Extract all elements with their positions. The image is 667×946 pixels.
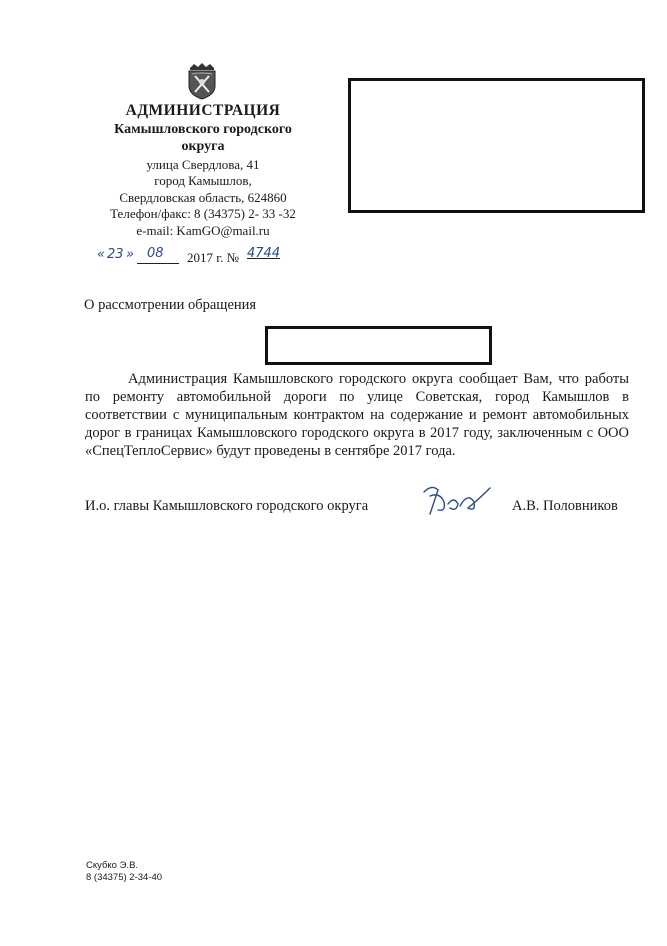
org-subtitle-line2: округа [181,139,225,154]
document-number: 4744 [247,246,281,261]
month-underline [137,263,179,264]
address-city: город Камышлов, [154,173,252,189]
address-street: улица Свердлова, 41 [146,157,260,172]
date-open-quote: « [97,247,106,262]
executor-name: Скубко Э.В. [86,860,139,871]
org-title: АДМИНИСТРАЦИЯ [125,102,281,119]
subject-line: О рассмотрении обращения [84,297,257,313]
date-year-label: 2017 г. № [187,250,240,265]
signatory-position: И.о. главы Камышловского городского округа [85,498,369,514]
signatory-name: А.В. Половников [512,498,618,514]
phone-fax: Телефон/факс: 8 (34375) 2- 33 -32 [110,206,296,222]
document-date-number [97,246,317,268]
handwritten-signature [418,482,496,520]
date-month: 08 [147,246,164,261]
org-subtitle-line1: Камышловского городского [114,122,292,137]
redacted-addressee-box [265,326,492,365]
body-paragraph: Администрация Камышловского городского округа сообщает Вам, что работы по ремонту автомобильной дороги по улице Советская, город Камышлов в соответствии с муниципальным контрактом на содержание и ремонт автомобильных дорог в границах Камышловского городского округа в 2017 году, заключенным с ООО «СпецТеплоСервис» будут проведены в сентябре 2017 года. [85,371,629,459]
date-close-quote: » [126,247,135,262]
executor-phone: 8 (34375) 2-34-40 [86,872,163,883]
letterhead [80,101,326,239]
executor-block [86,860,162,884]
date-day: 23 [107,247,124,262]
redacted-recipient-box [348,78,645,213]
coat-of-arms-icon [186,62,218,100]
address-region: Свердловская область, 624860 [119,189,287,205]
email: e-mail: KamGO@mail.ru [136,222,270,238]
